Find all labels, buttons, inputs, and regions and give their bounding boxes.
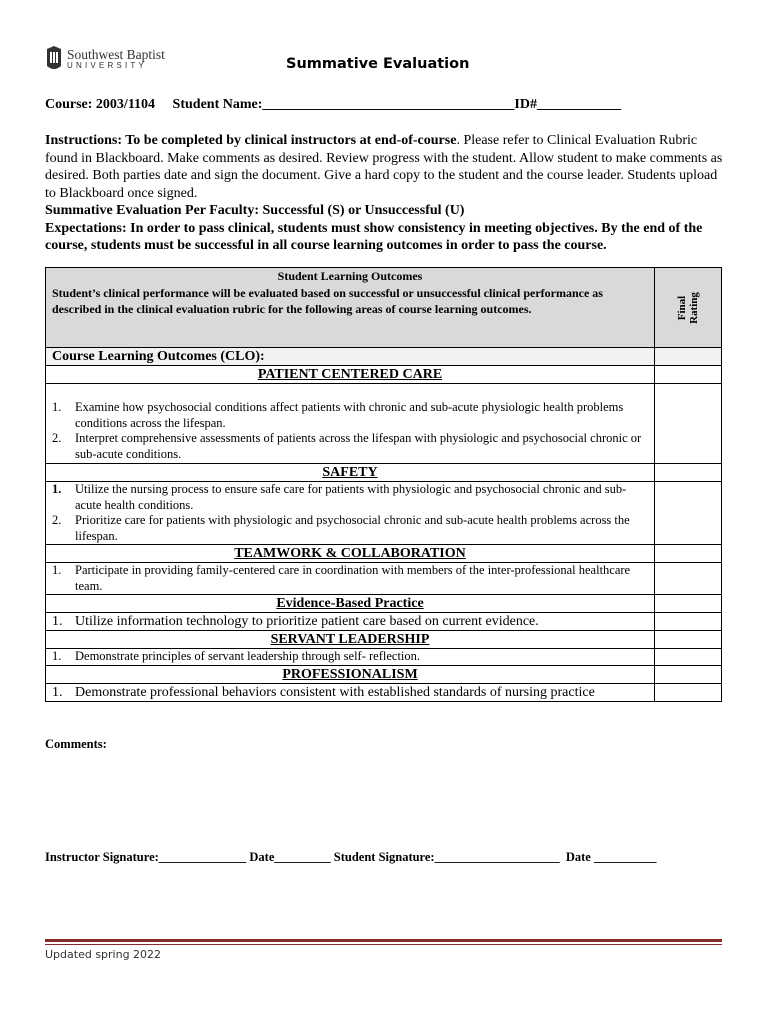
footer-updated-note: Updated spring 2022 <box>45 948 162 961</box>
university-logo <box>45 46 165 72</box>
instructions-block <box>45 132 725 255</box>
instructions-lead: Instructions: To be completed by clinical instructors at end-of-course <box>45 133 457 148</box>
section-row <box>46 631 722 649</box>
expectations-line: Expectations: In order to pass clinical, students must show consistency in meeting objectives. By the end of the course, students must be successful in all course learning outcomes in order to pass the course. <box>45 220 703 253</box>
items-cell <box>46 384 655 464</box>
rating-cell[interactable] <box>655 384 722 464</box>
rating-cell[interactable] <box>655 631 722 649</box>
items-row <box>46 683 722 701</box>
list-item: 1. Demonstrate professional behaviors consistent with established standards of nursing practice <box>52 684 595 700</box>
section-title-patient-centered-care: PATIENT CENTERED CARE <box>46 366 655 384</box>
list-item: 1. Utilize the nursing process to ensure safe care for patients with physiologic and psychosocial chronic and sub-acute health conditions. <box>52 482 627 512</box>
clo-row <box>46 348 722 366</box>
section-row <box>46 545 722 563</box>
per-faculty-line: Summative Evaluation Per Faculty: Successful (S) or Unsuccessful (U) <box>45 203 465 218</box>
list-item: 2. Prioritize care for patients with physiologic and psychosocial chronic and sub-acute health problems across the lifespan. <box>52 513 630 543</box>
items-row <box>46 649 722 666</box>
items-cell <box>46 683 655 701</box>
list-item: 1. Participate in providing family-centered care in coordination with members of the inter-professional healthcare team. <box>52 563 631 593</box>
instructions-body: . Please refer to Clinical Evaluation Rubric found in Blackboard. Make comments as desired. Review progress with the student. Allow student to make comments as desired. Both parties date and sign the document. Give a hard copy to the student and the course leader. Students upload to Blackboard once signed. <box>45 133 723 201</box>
section-title-safety: SAFETY <box>46 464 655 482</box>
learning-outcomes-table <box>45 267 722 702</box>
rating-cell[interactable] <box>655 464 722 482</box>
section-row <box>46 464 722 482</box>
items-row <box>46 482 722 545</box>
rating-cell[interactable] <box>655 613 722 631</box>
section-row <box>46 366 722 384</box>
course-student-line: Course: 2003/1104 Student Name:____________________________________ID#____________ <box>45 97 621 112</box>
items-cell <box>46 482 655 545</box>
outcomes-header-cell <box>46 268 655 348</box>
section-row <box>46 595 722 613</box>
outcomes-header-description: Student’s clinical performance will be evaluated based on successful or unsuccessful clinical performance as described in the clinical evaluation rubric for the following areas of course learning outcomes. <box>52 285 603 316</box>
section-row <box>46 665 722 683</box>
rating-cell[interactable] <box>655 665 722 683</box>
items-row <box>46 613 722 631</box>
list-item: 1. Examine how psychosocial conditions affect patients with chronic and sub-acute physiologic health problems conditions across the lifespan. <box>52 400 624 430</box>
section-title-evidence-based-practice: Evidence-Based Practice <box>46 595 655 613</box>
list-item: 2. Interpret comprehensive assessments of patients across the lifespan with physiologic and psychosocial chronic or sub-acute conditions. <box>52 431 642 461</box>
logo-subname: UNIVERSITY <box>67 61 148 71</box>
logo-name: Southwest Baptist <box>67 46 165 62</box>
rating-cell[interactable] <box>655 545 722 563</box>
footer-rule-thick <box>45 939 722 942</box>
clo-label: Course Learning Outcomes (CLO): <box>46 348 655 366</box>
rating-cell[interactable] <box>655 348 722 366</box>
rating-cell[interactable] <box>655 563 722 595</box>
signature-line: Instructor Signature:______________ Date_________ Student Signature:____________________ Date __________ <box>45 850 657 864</box>
rating-label-line1: Final <box>676 295 688 320</box>
rating-cell[interactable] <box>655 683 722 701</box>
section-title-servant-leadership: SERVANT LEADERSHIP <box>46 631 655 649</box>
rating-cell[interactable] <box>655 595 722 613</box>
items-cell <box>46 563 655 595</box>
table-header-row <box>46 268 722 348</box>
section-title-teamwork: TEAMWORK & COLLABORATION <box>46 545 655 563</box>
footer-rule-thin <box>45 944 722 945</box>
items-row <box>46 384 722 464</box>
rating-cell[interactable] <box>655 366 722 384</box>
comments-label: Comments: <box>45 737 107 751</box>
items-cell <box>46 613 655 631</box>
list-item: 1. Demonstrate principles of servant leadership through self- reflection. <box>52 649 421 663</box>
instructions-paragraph <box>45 132 725 202</box>
final-rating-header <box>655 268 722 348</box>
section-title-professionalism: PROFESSIONALISM <box>46 665 655 683</box>
rating-label-line2: Rating <box>688 291 700 324</box>
items-row <box>46 563 722 595</box>
items-cell <box>46 649 655 666</box>
rating-cell[interactable] <box>655 649 722 666</box>
document-title: Summative Evaluation <box>286 56 470 72</box>
rating-cell[interactable] <box>655 482 722 545</box>
sbu-shield-icon <box>45 46 63 72</box>
list-item: 1. Utilize information technology to prioritize patient care based on current evidence. <box>52 614 539 629</box>
outcomes-header-title: Student Learning Outcomes <box>277 269 423 283</box>
